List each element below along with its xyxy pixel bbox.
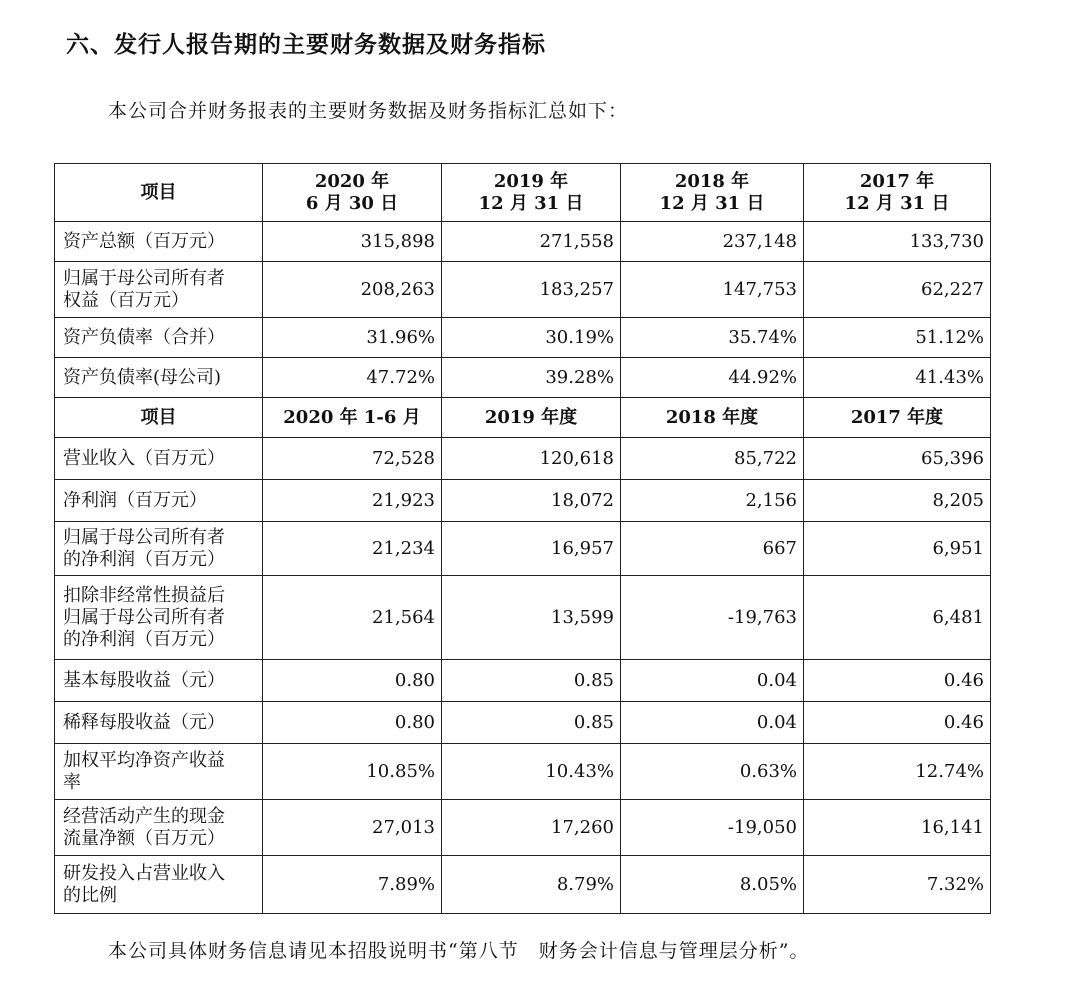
row-label-cell: 净利润（百万元）	[55, 480, 263, 522]
header-cell: 2020 年 6 月 30 日	[263, 164, 442, 222]
value-cell: 208,263	[263, 262, 442, 318]
value-cell: 16,957	[442, 522, 621, 576]
value-cell: 0.80	[263, 660, 442, 702]
table-row	[55, 856, 991, 914]
row-label-cell: 资产负债率(母公司)	[55, 358, 263, 398]
value-cell: 39.28%	[442, 358, 621, 398]
value-cell: 21,923	[263, 480, 442, 522]
value-cell: 6,951	[804, 522, 991, 576]
value-cell: 31.96%	[263, 318, 442, 358]
header-cell: 2018 年 12 月 31 日	[621, 164, 804, 222]
header-cell: 2017 年度	[804, 398, 991, 438]
value-cell: 18,072	[442, 480, 621, 522]
header-cell: 2017 年 12 月 31 日	[804, 164, 991, 222]
header-cell: 2020 年 1-6 月	[263, 398, 442, 438]
value-cell: 183,257	[442, 262, 621, 318]
value-cell: 30.19%	[442, 318, 621, 358]
value-cell: -19,050	[621, 800, 804, 856]
value-cell: 85,722	[621, 438, 804, 480]
value-cell: 2,156	[621, 480, 804, 522]
value-cell: 0.63%	[621, 744, 804, 800]
row-label-cell: 研发投入占营业收入 的比例	[55, 856, 263, 914]
header-cell: 2019 年度	[442, 398, 621, 438]
table-row	[55, 438, 991, 480]
row-label-cell: 资产总额（百万元）	[55, 222, 263, 262]
footer-note: 本公司具体财务信息请见本招股说明书“第八节 财务会计信息与管理层分析”。	[108, 940, 810, 962]
row-label-cell: 稀释每股收益（元）	[55, 702, 263, 744]
value-cell: 0.85	[442, 702, 621, 744]
table-row	[55, 744, 991, 800]
value-cell: 21,564	[263, 576, 442, 660]
table-row	[55, 318, 991, 358]
row-label-cell: 扣除非经常性损益后 归属于母公司所有者 的净利润（百万元）	[55, 576, 263, 660]
value-cell: 8,205	[804, 480, 991, 522]
intro-paragraph: 本公司合并财务报表的主要财务数据及财务指标汇总如下：	[108, 100, 629, 122]
value-cell: 271,558	[442, 222, 621, 262]
row-label-cell: 归属于母公司所有者 的净利润（百万元）	[55, 522, 263, 576]
table-row	[55, 522, 991, 576]
header-cell: 项目	[55, 164, 263, 222]
row-label-cell: 加权平均净资产收益 率	[55, 744, 263, 800]
value-cell: 0.46	[804, 702, 991, 744]
value-cell: 62,227	[804, 262, 991, 318]
value-cell: 47.72%	[263, 358, 442, 398]
table-header-row	[55, 398, 991, 438]
value-cell: 0.46	[804, 660, 991, 702]
value-cell: 8.79%	[442, 856, 621, 914]
value-cell: 65,396	[804, 438, 991, 480]
table-row	[55, 800, 991, 856]
value-cell: 120,618	[442, 438, 621, 480]
value-cell: 6,481	[804, 576, 991, 660]
value-cell: 7.32%	[804, 856, 991, 914]
value-cell: 0.04	[621, 702, 804, 744]
value-cell: 51.12%	[804, 318, 991, 358]
value-cell: 147,753	[621, 262, 804, 318]
header-cell: 2019 年 12 月 31 日	[442, 164, 621, 222]
value-cell: 72,528	[263, 438, 442, 480]
header-cell: 项目	[55, 398, 263, 438]
table-row	[55, 262, 991, 318]
value-cell: 237,148	[621, 222, 804, 262]
value-cell: 133,730	[804, 222, 991, 262]
row-label-cell: 基本每股收益（元）	[55, 660, 263, 702]
value-cell: 0.85	[442, 660, 621, 702]
value-cell: 10.85%	[263, 744, 442, 800]
value-cell: 44.92%	[621, 358, 804, 398]
value-cell: -19,763	[621, 576, 804, 660]
value-cell: 7.89%	[263, 856, 442, 914]
value-cell: 667	[621, 522, 804, 576]
table-row	[55, 660, 991, 702]
row-label-cell: 归属于母公司所有者 权益（百万元）	[55, 262, 263, 318]
value-cell: 21,234	[263, 522, 442, 576]
value-cell: 0.04	[621, 660, 804, 702]
value-cell: 41.43%	[804, 358, 991, 398]
value-cell: 8.05%	[621, 856, 804, 914]
value-cell: 10.43%	[442, 744, 621, 800]
row-label-cell: 营业收入（百万元）	[55, 438, 263, 480]
value-cell: 315,898	[263, 222, 442, 262]
section-heading: 六、发行人报告期的主要财务数据及财务指标	[66, 32, 546, 58]
value-cell: 0.80	[263, 702, 442, 744]
value-cell: 35.74%	[621, 318, 804, 358]
value-cell: 12.74%	[804, 744, 991, 800]
value-cell: 16,141	[804, 800, 991, 856]
value-cell: 27,013	[263, 800, 442, 856]
row-label-cell: 经营活动产生的现金 流量净额（百万元）	[55, 800, 263, 856]
value-cell: 17,260	[442, 800, 621, 856]
header-cell: 2018 年度	[621, 398, 804, 438]
row-label-cell: 资产负债率（合并）	[55, 318, 263, 358]
table-row	[55, 702, 991, 744]
financial-data-table	[54, 163, 991, 914]
table-row	[55, 480, 991, 522]
table-row	[55, 358, 991, 398]
table-row	[55, 576, 991, 660]
table-row	[55, 222, 991, 262]
table-header-row	[55, 164, 991, 222]
value-cell: 13,599	[442, 576, 621, 660]
